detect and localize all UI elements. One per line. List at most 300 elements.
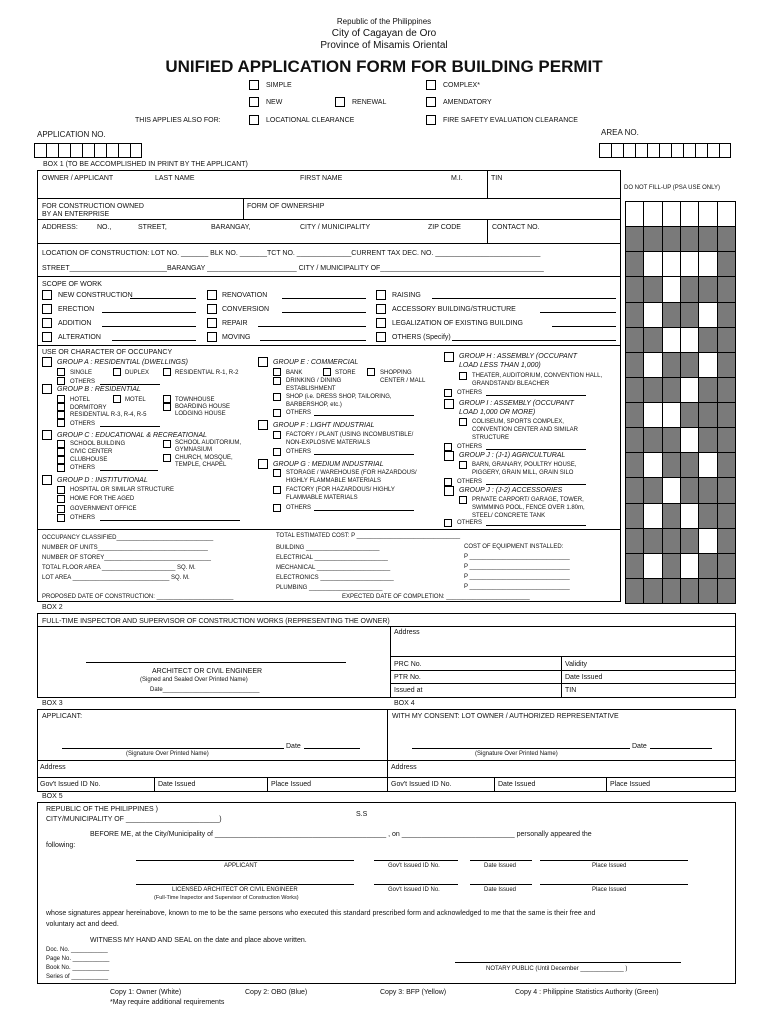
box2-heading: FULL-TIME INSPECTOR AND SUPERVISOR OF CONSTRUCTION WORKS (REPRESENTING THE OWNER) xyxy=(42,618,390,625)
psa-cell xyxy=(625,477,644,503)
single-checkbox[interactable] xyxy=(57,368,65,376)
psa-cell xyxy=(698,477,717,503)
b-boarding: BOARDING HOUSE xyxy=(175,404,231,410)
psa-cell xyxy=(662,352,681,378)
equipment-label: COST OF EQUIPMENT INSTALLED: xyxy=(464,544,564,550)
group-h-label: GROUP H : ASSEMBLY (OCCUPANT xyxy=(459,353,577,360)
psa-cell xyxy=(625,553,644,579)
others-scope-checkbox[interactable] xyxy=(376,332,386,342)
psa-cell xyxy=(643,553,662,579)
consent-label: WITH MY CONSENT: LOT OWNER / AUTHORIZED REPRESENTATIVE xyxy=(392,713,619,720)
psa-cell xyxy=(662,327,681,353)
fire-checkbox[interactable] xyxy=(426,115,436,125)
total-cost: TOTAL ESTIMATED COST: P _______________________________ xyxy=(276,533,461,539)
h-grandstand: GRANDSTAND/ BLEACHER xyxy=(472,381,550,387)
psa-cell xyxy=(680,251,699,277)
group-i-checkbox[interactable] xyxy=(444,399,454,409)
psa-cell xyxy=(643,251,662,277)
alteration-checkbox[interactable] xyxy=(42,332,52,342)
psa-cell xyxy=(698,578,717,604)
box4-place: Place Issued xyxy=(610,781,651,788)
area-no-label: AREA NO. xyxy=(601,128,639,137)
psa-cell xyxy=(625,452,644,478)
box4-address: Address xyxy=(391,764,417,771)
g-storage: STORAGE / WAREHOUSE (FOR HAZARDOUS/ xyxy=(286,470,417,476)
box5-voluntary: voluntary act and deed. xyxy=(46,921,119,928)
psa-cell xyxy=(625,276,644,302)
psa-cell xyxy=(662,553,681,579)
carport-checkbox[interactable] xyxy=(459,496,467,504)
barangay-label: BARANGAY, xyxy=(211,224,251,231)
group-b-label: GROUP B : RESIDENTIAL xyxy=(57,386,141,393)
box5-title: BOX 5 xyxy=(42,793,63,800)
group-j2-label: GROUP J : (J-2) ACCESSORIES xyxy=(459,487,563,494)
f-others: OTHERS xyxy=(286,449,312,455)
psa-cell xyxy=(662,402,681,428)
owner-label: OWNER / APPLICANT xyxy=(42,175,114,182)
applicant-label: APPLICANT: xyxy=(42,713,83,720)
psa-cell xyxy=(625,427,644,453)
simple-label: SIMPLE xyxy=(266,82,292,89)
occ-classified: OCCUPANCY CLASSIFIED_____________________________ xyxy=(42,535,214,541)
psa-cell xyxy=(680,377,699,403)
psa-cell xyxy=(662,477,681,503)
scope-legalization: LEGALIZATION OF EXISTING BUILDING xyxy=(392,320,523,327)
province-text: Province of Misamis Oriental xyxy=(320,40,448,51)
group-d-label: GROUP D : INSTITUTIONAL xyxy=(57,477,148,484)
complex-label: COMPLEX* xyxy=(443,82,480,89)
amendatory-label: AMENDATORY xyxy=(443,99,492,106)
f-others-checkbox[interactable] xyxy=(273,448,281,456)
psa-cell xyxy=(643,528,662,554)
e-shopping: SHOPPING xyxy=(380,370,412,376)
psa-cell xyxy=(717,352,736,378)
group-h-checkbox[interactable] xyxy=(444,352,454,362)
psa-cell xyxy=(662,276,681,302)
e-others: OTHERS xyxy=(286,410,312,416)
psa-cell xyxy=(662,302,681,328)
f-nonexplosive: NON-EXPLOSIVE MATERIALS xyxy=(286,440,371,446)
boarding-checkbox[interactable] xyxy=(163,403,171,411)
h-others: OTHERS xyxy=(457,390,483,396)
r1-checkbox[interactable] xyxy=(163,368,171,376)
cost-mechanical: MECHANICAL ______________________ xyxy=(276,565,391,571)
box3-sig: (Signature Over Printed Name) xyxy=(126,751,209,757)
group-c-label: GROUP C : EDUCATIONAL & RECREATIONAL xyxy=(57,432,207,439)
copy3: Copy 3: BFP (Yellow) xyxy=(380,989,447,996)
c-gymnasium: GYMNASIUM xyxy=(175,447,213,453)
equipment-p2: P ______________________________ xyxy=(464,564,570,570)
r3-checkbox[interactable] xyxy=(57,411,65,419)
psa-cell xyxy=(698,251,717,277)
notary-label: NOTARY PUBLIC (Until December _____________ ) xyxy=(486,966,628,972)
cost-building: BUILDING ______________________ xyxy=(276,545,380,551)
box5-following: following: xyxy=(46,842,76,849)
tin-label: TIN xyxy=(491,175,503,182)
scope-renovation: RENOVATION xyxy=(222,292,268,299)
g-flammable-2: FLAMMABLE MATERIALS xyxy=(286,495,358,501)
a-others-checkbox[interactable] xyxy=(57,377,65,385)
renewal-label: RENEWAL xyxy=(352,99,387,106)
psa-cell xyxy=(717,302,736,328)
box5-place-1: Place Issued xyxy=(592,863,627,869)
group-j1-label: GROUP J : (J-1) AGRICULTURAL xyxy=(459,452,566,459)
g-factory: FACTORY (FOR HAZARDOUS/ HIGHLY xyxy=(286,487,395,493)
e-shop: SHOP (i.e. DRESS SHOP, TAILORING, xyxy=(286,394,392,400)
d-home-aged: HOME FOR THE AGED xyxy=(70,496,135,502)
group-e-checkbox[interactable] xyxy=(258,357,268,367)
box5-date-issued-2: Date Issued xyxy=(484,887,517,893)
scope-conversion: CONVERSION xyxy=(222,306,270,313)
i-convention: CONVENTION CENTER AND SIMILAR xyxy=(472,427,579,433)
series-of: Series of ___________ xyxy=(46,974,109,980)
psa-cell xyxy=(643,201,662,227)
psa-cell xyxy=(698,402,717,428)
theater-checkbox[interactable] xyxy=(459,372,467,380)
clubhouse-checkbox[interactable] xyxy=(57,456,65,464)
group-d-checkbox[interactable] xyxy=(42,475,52,485)
psa-cell xyxy=(698,528,717,554)
psa-cell xyxy=(643,226,662,252)
psa-cell xyxy=(680,402,699,428)
shopping-checkbox[interactable] xyxy=(367,368,375,376)
government-checkbox[interactable] xyxy=(57,505,65,513)
h-others-checkbox[interactable] xyxy=(444,389,452,397)
psa-cell xyxy=(643,427,662,453)
expected-date: EXPECTED DATE OF COMPLETION: _________________________ xyxy=(342,594,530,600)
factory-g-checkbox[interactable] xyxy=(273,486,281,494)
box2-address: Address xyxy=(394,629,420,636)
psa-cell xyxy=(680,302,699,328)
legalization-checkbox[interactable] xyxy=(376,318,386,328)
j1-barn: BARN, GRANARY, POULTRY HOUSE, xyxy=(472,462,577,468)
home-aged-checkbox[interactable] xyxy=(57,495,65,503)
footer-note: *May require additional requirements xyxy=(110,999,225,1006)
group-j2-checkbox[interactable] xyxy=(444,486,454,496)
ptr-label: PTR No. xyxy=(394,674,421,681)
b-others-checkbox[interactable] xyxy=(57,419,65,427)
scope-alteration: ALTERATION xyxy=(58,334,101,341)
scope-erection: ERECTION xyxy=(58,306,95,313)
psa-cell xyxy=(662,503,681,529)
box3-date: Date xyxy=(286,743,301,750)
scope-title: SCOPE OF WORK xyxy=(42,281,102,288)
box5-republic: REPUBLIC OF THE PHILIPPINES ) xyxy=(46,806,158,813)
street-line: STREET_________________________BARANGAY _______________________ CITY / MUNICIPALITY OF__________________________________________ xyxy=(42,265,544,272)
scope-new-construction: NEW CONSTRUCTION xyxy=(58,292,133,299)
auditorium-checkbox[interactable] xyxy=(163,440,171,448)
box5-ss: S.S xyxy=(356,811,368,818)
group-j1-checkbox[interactable] xyxy=(444,451,454,461)
psa-cell xyxy=(662,427,681,453)
last-name-label: LAST NAME xyxy=(155,175,195,182)
psa-cell xyxy=(680,427,699,453)
psa-cell xyxy=(680,528,699,554)
factory-f-checkbox[interactable] xyxy=(273,431,281,439)
equipment-p4: P ______________________________ xyxy=(464,584,570,590)
psa-cell xyxy=(625,578,644,604)
fire-label: FIRE SAFETY EVALUATION CLEARANCE xyxy=(443,117,578,124)
book-no: Book No. ___________ xyxy=(46,965,110,971)
psa-cell xyxy=(717,528,736,554)
validity-label: Validity xyxy=(565,661,588,668)
psa-cell xyxy=(643,302,662,328)
group-a-label: GROUP A : RESIDENTIAL (DWELLINGS) xyxy=(57,359,188,366)
psa-cell xyxy=(643,352,662,378)
i-coliseum: COLISEUM, SPORTS COMPLEX, xyxy=(472,419,564,425)
psa-cell xyxy=(680,327,699,353)
box5-id-1: Gov't Issued ID No. xyxy=(388,863,440,869)
j2-carport: PRIVATE CARPORT/ GARAGE, TOWER, xyxy=(472,497,584,503)
box5-id-2: Gov't Issued ID No. xyxy=(388,887,440,893)
copy2: Copy 2: OBO (Blue) xyxy=(245,989,308,996)
civic-checkbox[interactable] xyxy=(57,448,65,456)
d-others-checkbox[interactable] xyxy=(57,514,65,522)
psa-cell xyxy=(680,477,699,503)
equipment-p3: P ______________________________ xyxy=(464,574,570,580)
barn-checkbox[interactable] xyxy=(459,461,467,469)
townhouse-checkbox[interactable] xyxy=(163,395,171,403)
psa-cell xyxy=(662,578,681,604)
group-b-checkbox[interactable] xyxy=(42,384,52,394)
box2-date-issued: Date Issued xyxy=(565,674,603,681)
psa-cell xyxy=(717,578,736,604)
storage-checkbox[interactable] xyxy=(273,469,281,477)
complex-checkbox[interactable] xyxy=(426,80,436,90)
mi-label: M.I. xyxy=(451,175,463,182)
j1-others-checkbox[interactable] xyxy=(444,478,452,486)
box5-witness: WITNESS MY HAND AND SEAL on the date and place above written. xyxy=(90,937,307,944)
coliseum-checkbox[interactable] xyxy=(459,418,467,426)
psa-cell xyxy=(625,528,644,554)
box2-date: Date_____________________________ xyxy=(150,687,260,693)
renovation-checkbox[interactable] xyxy=(207,290,217,300)
psa-cell xyxy=(717,402,736,428)
lot-area: LOT AREA _____________________________ SQ. M. xyxy=(42,575,190,581)
moving-checkbox[interactable] xyxy=(207,332,217,342)
box5-fulltime: (Full-Time Inspector and Supervisor of Construction Works) xyxy=(154,895,299,901)
psa-cell xyxy=(643,578,662,604)
g-flammable: HIGHLY FLAMMABLE MATERIALS xyxy=(286,478,382,484)
d-others: OTHERS xyxy=(70,515,96,521)
psa-cell xyxy=(625,503,644,529)
address-label: ADDRESS: xyxy=(42,224,78,231)
psa-cell xyxy=(698,226,717,252)
form-ownership-label: FORM OF OWNERSHIP xyxy=(247,203,325,210)
e-establishment: ESTABLISHMENT xyxy=(286,386,336,392)
locational-label: LOCATIONAL CLEARANCE xyxy=(266,117,355,124)
page-no: Page No. ___________ xyxy=(46,956,110,962)
locational-checkbox[interactable] xyxy=(249,115,259,125)
psa-cell xyxy=(662,377,681,403)
j2-others-checkbox[interactable] xyxy=(444,519,452,527)
box5-city: CITY/MUNICIPALITY OF ________________________) xyxy=(46,816,222,823)
psa-cell xyxy=(698,427,717,453)
new-construction-checkbox[interactable] xyxy=(42,290,52,300)
hospital-checkbox[interactable] xyxy=(57,486,65,494)
box4-date: Date xyxy=(632,743,647,750)
architect-label: ARCHITECT OR CIVIL ENGINEER xyxy=(152,668,263,675)
new-checkbox[interactable] xyxy=(249,97,259,107)
addition-checkbox[interactable] xyxy=(42,318,52,328)
accessory-checkbox[interactable] xyxy=(376,304,386,314)
psa-cell xyxy=(717,377,736,403)
scope-others: OTHERS (Specify) xyxy=(392,334,451,341)
i-others: OTHERS xyxy=(457,444,483,450)
application-no-field[interactable] xyxy=(34,143,142,158)
a-single: SINGLE xyxy=(70,370,93,376)
city-text: City of Cagayan de Oro xyxy=(331,28,437,39)
scope-accessory: ACCESSORY BUILDING/STRUCTURE xyxy=(392,306,516,313)
dining-checkbox[interactable] xyxy=(273,377,281,385)
scope-addition: ADDITION xyxy=(58,320,92,327)
e-bank: BANK xyxy=(286,370,303,376)
e-others-checkbox[interactable] xyxy=(273,409,281,417)
box5-date-issued-1: Date Issued xyxy=(484,863,517,869)
box4-sig: (Signature Over Printed Name) xyxy=(475,751,558,757)
motel-checkbox[interactable] xyxy=(113,395,121,403)
e-store: STORE xyxy=(335,370,356,376)
psa-cell xyxy=(643,477,662,503)
school-building-checkbox[interactable] xyxy=(57,440,65,448)
psa-cell xyxy=(680,201,699,227)
a-r1: RESIDENTIAL R-1, R-2 xyxy=(175,370,239,376)
psa-cell xyxy=(643,452,662,478)
prc-label: PRC No. xyxy=(394,661,422,668)
form-title: UNIFIED APPLICATION FORM FOR BUILDING PERMIT xyxy=(165,57,603,76)
store-checkbox[interactable] xyxy=(323,368,331,376)
cost-electrical: ELECTRICAL ______________________ xyxy=(276,555,388,561)
c-auditorium: SCHOOL AUDITORIUM, xyxy=(175,440,242,446)
box2-tin: TIN xyxy=(565,687,577,694)
group-g-checkbox[interactable] xyxy=(258,459,268,469)
group-i-label-2: LOAD 1,000 OR MORE) xyxy=(459,409,536,416)
box5-licensed: LICENSED ARCHITECT OR CIVIL ENGINEER xyxy=(172,887,298,893)
box5-applicant: APPLICANT xyxy=(224,863,258,869)
psa-cell xyxy=(625,302,644,328)
psa-cell xyxy=(717,477,736,503)
psa-cell xyxy=(680,352,699,378)
psa-cell xyxy=(717,251,736,277)
psa-cell xyxy=(698,327,717,353)
duplex-checkbox[interactable] xyxy=(113,368,121,376)
bank-checkbox[interactable] xyxy=(273,368,281,376)
group-c-checkbox[interactable] xyxy=(42,430,52,440)
proposed-date: PROPOSED DATE OF CONSTRUCTION: _______________________ xyxy=(42,594,234,600)
repair-checkbox[interactable] xyxy=(207,318,217,328)
dormitory-checkbox[interactable] xyxy=(57,403,65,411)
psa-cell xyxy=(717,201,736,227)
hotel-checkbox[interactable] xyxy=(57,395,65,403)
g-others-checkbox[interactable] xyxy=(273,504,281,512)
psa-cell xyxy=(717,503,736,529)
psa-cell xyxy=(643,377,662,403)
cost-electronics: ELECTRONICS ______________________ xyxy=(276,575,394,581)
scope-moving: MOVING xyxy=(222,334,251,341)
c-others-checkbox[interactable] xyxy=(57,464,65,472)
psa-cell xyxy=(625,327,644,353)
do-not-fill-label: DO NOT FILL-UP (PSA USE ONLY) xyxy=(624,185,721,191)
group-g-label: GROUP G : MEDIUM INDUSTRIAL xyxy=(273,461,384,468)
j2-tank: STEEL/ CONCRETE TANK xyxy=(472,513,546,519)
raising-checkbox[interactable] xyxy=(376,290,386,300)
scope-raising: RAISING xyxy=(392,292,421,299)
c-civic: CIVIC CENTER xyxy=(70,449,113,455)
box5-place-2: Place Issued xyxy=(592,887,627,893)
copy4: Copy 4 : Philippine Statistics Authority (Green) xyxy=(515,989,659,996)
first-name-label: FIRST NAME xyxy=(300,175,343,182)
city-label: CITY / MUNICIPALITY xyxy=(300,224,371,231)
republic-text: Republic of the Philippines xyxy=(336,17,432,26)
group-a-checkbox[interactable] xyxy=(42,357,52,367)
simple-checkbox[interactable] xyxy=(249,80,259,90)
signed-label: (Signed and Sealed Over Printed Name) xyxy=(140,677,248,683)
c-school-building: SCHOOL BUILDING xyxy=(70,441,126,447)
box4-id: Gov't Issued ID No. xyxy=(391,781,452,788)
by-enterprise-label: BY AN ENTERPRISE xyxy=(42,211,110,218)
psa-cell xyxy=(698,553,717,579)
e-mall: CENTER / MALL xyxy=(380,378,426,384)
psa-cell xyxy=(698,276,717,302)
psa-grid xyxy=(625,201,735,603)
psa-cell xyxy=(680,578,699,604)
shop-checkbox[interactable] xyxy=(273,393,281,401)
psa-cell xyxy=(680,553,699,579)
psa-cell xyxy=(643,276,662,302)
a-duplex: DUPLEX xyxy=(125,370,150,376)
amendatory-checkbox[interactable] xyxy=(426,97,436,107)
c-church: CHURCH, MOSQUE, xyxy=(175,455,233,461)
psa-cell xyxy=(680,276,699,302)
conversion-checkbox[interactable] xyxy=(207,304,217,314)
b-townhouse: TOWNHOUSE xyxy=(175,397,215,403)
psa-cell xyxy=(662,251,681,277)
scope-repair: REPAIR xyxy=(222,320,248,327)
d-government: GOVERNMENT OFFICE xyxy=(70,506,137,512)
psa-cell xyxy=(698,352,717,378)
box2-title: BOX 2 xyxy=(42,604,63,611)
group-f-checkbox[interactable] xyxy=(258,420,268,430)
renewal-checkbox[interactable] xyxy=(335,97,345,107)
group-h-label-2: LOAD LESS THAN 1,000) xyxy=(459,362,541,369)
psa-cell xyxy=(662,201,681,227)
psa-cell xyxy=(717,452,736,478)
j1-others: OTHERS xyxy=(457,479,483,485)
i-others-checkbox[interactable] xyxy=(444,443,452,451)
psa-cell xyxy=(717,427,736,453)
box4-title: BOX 4 xyxy=(394,700,415,707)
church-checkbox[interactable] xyxy=(163,454,171,462)
b-dormitory: DORMITORY xyxy=(70,405,107,411)
psa-cell xyxy=(717,276,736,302)
area-no-field[interactable] xyxy=(599,143,731,158)
no-label: NO., xyxy=(97,224,112,231)
e-dining: DRINKING / DINING xyxy=(286,378,342,384)
b-motel: MOTEL xyxy=(125,397,146,403)
psa-cell xyxy=(698,201,717,227)
psa-cell xyxy=(717,327,736,353)
construction-owned-label: FOR CONSTRUCTION OWNED xyxy=(42,203,144,210)
psa-cell xyxy=(643,503,662,529)
d-hospital: HOSPITAL OR SIMILAR STRUCTURE xyxy=(70,487,175,493)
f-factory: FACTORY / PLANT (USING INCOMBUSTIBLE/ xyxy=(286,432,414,438)
erection-checkbox[interactable] xyxy=(42,304,52,314)
c-others: OTHERS xyxy=(70,465,96,471)
g-others: OTHERS xyxy=(286,505,312,511)
box3-id: Gov't Issued ID No. xyxy=(40,781,101,788)
box5-whose: whose signatures appear hereinabove, known to me to be the same persons who executed this standard prescribed form and acknowledged to me that the same is their free and xyxy=(46,910,596,917)
c-clubhouse: CLUBHOUSE xyxy=(70,457,108,463)
